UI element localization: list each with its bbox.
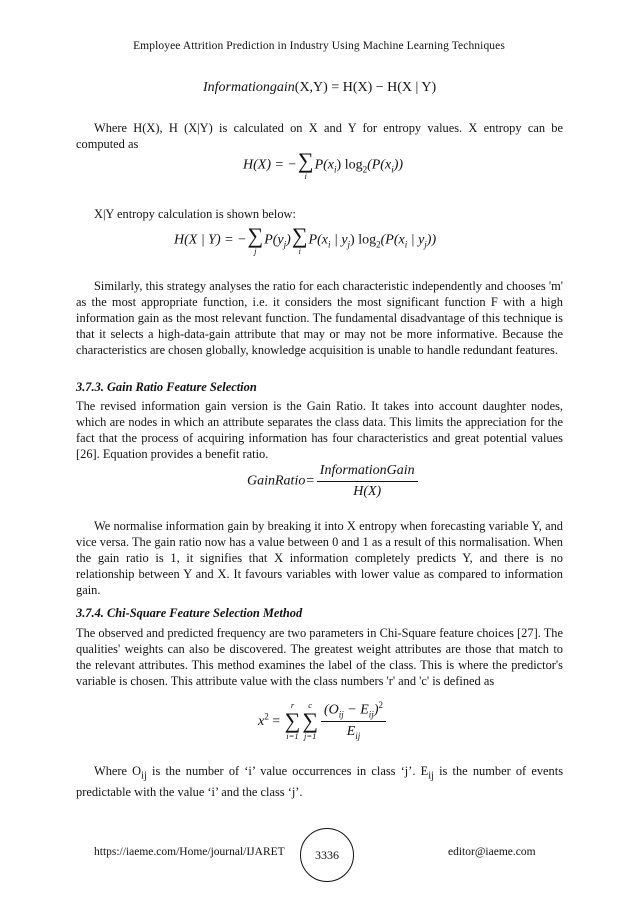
section-heading-chi-square: 3.7.4. Chi-Square Feature Selection Method: [76, 606, 303, 620]
paragraph-conditional-entropy-intro: X|Y entropy calculation is shown below:: [94, 207, 296, 221]
eq1-lhs: Informationgain: [203, 80, 295, 95]
equation-gain-ratio: GainRatio= $\frac{\text{InformationGain}}{H(X)}$: [247, 463, 418, 500]
paragraph-entropy-intro: Where H(X), H (X|Y) is calculated on X and Y for entropy values. X entropy can be computed as: [76, 121, 563, 151]
equation-conditional-entropy: H(X | Y) = − ∑ j $P(y_j)$ ∑ i $P(x_i$ | $y_j$) $\log_2(P(x_i$ | $y_j$)): [174, 223, 437, 256]
eq1-rhs: = H(X) − H(X | Y): [331, 80, 437, 95]
paragraph-chi-square: The observed and predicted frequency are two parameters in Chi-Square feature choices [27]. The qualities' weights can also be discovered. The greatest weight attributes are those that match to the relevant attributes. This method examines the label of the class. This is where the predictor's variable is chosen. This attribute value with the class numbers 'r' and 'c' is defined as: [76, 626, 563, 688]
page-number: 3336: [315, 847, 339, 862]
section-heading-gain-ratio: 3.7.3. Gain Ratio Feature Selection: [76, 380, 257, 394]
running-title: Employee Attrition Prediction in Industry Using Machine Learning Techniques: [133, 40, 505, 52]
equation-chi-square: $x^2$ = r ∑ i=1 c ∑ j=1 $\frac{(O_{ij} - E_{ij})^2}{E_{ij}}$: [258, 700, 386, 741]
eq1-args: (X,Y): [294, 80, 328, 95]
eq5-sum-i: r ∑ i=1: [284, 699, 301, 741]
eq2-lhs: H(X) = −: [243, 157, 297, 173]
eq4-fraction: $\frac{\text{InformationGain}}{H(X)}$: [317, 463, 418, 500]
footer-email[interactable]: editor@iaeme.com: [448, 846, 536, 858]
paragraph-normalisation: We normalise information gain by breaking it into X entropy when forecasting variable Y, and vice versa. The gain ratio now has a value between 0 and 1 as a result of this normalisation. When the gain ratio is 1, it signifies that X information completely predicts Y, and there is no relationship between Y and X. It favours variables with lower value as compared to information gain.: [76, 519, 563, 597]
paragraph-gain-ratio: The revised information gain version is the Gain Ratio. It takes into account daughter nodes, which are nodes in which an attribute separates the class data. This limits the appreciation for the fact that the process of acquiring information has four characteristics and great potential values [26]. Equation provides a benefit ratio.: [76, 399, 563, 461]
eq2-sum: ∑ i: [297, 148, 314, 181]
paragraph-strategy: Similarly, this strategy analyses the ratio for each characteristic independently and chooses 'm' as the most appropriate function, i.e. it considers the most significant function F with a high information gain as the most relevant function. The fundamental disadvantage of this technique is that it selects a high-data-gain attribute that may or may not be more informative. Because the characteristics are chosen globally, knowledge acquisition is unable to handle redundant features.: [76, 279, 563, 357]
eq5-sum-j: c ∑ j=1: [302, 699, 318, 741]
paragraph-chi-square-definitions: Where $O_{ij}$ is the number of ‘i’ value occurrences in class ‘j’. $E_{ij}$ is the number of events predictable with the value ‘i’ and the class ‘j’.: [76, 764, 564, 800]
footer-journal-link[interactable]: https://iaeme.com/Home/journal/IJARET: [94, 846, 285, 858]
eq3-sum-i: ∑ i: [291, 223, 308, 256]
page-number-badge: [300, 828, 354, 882]
equation-entropy-x: H(X) = − ∑ i $P(x_i)$ $\log_2(P(x_i))$: [243, 148, 404, 181]
equation-information-gain: [203, 80, 436, 96]
eq5-fraction: $\frac{(O_{ij} - E_{ij})^2}{E_{ij}}$: [321, 700, 386, 741]
eq3-sum-j: ∑ j: [247, 223, 264, 256]
